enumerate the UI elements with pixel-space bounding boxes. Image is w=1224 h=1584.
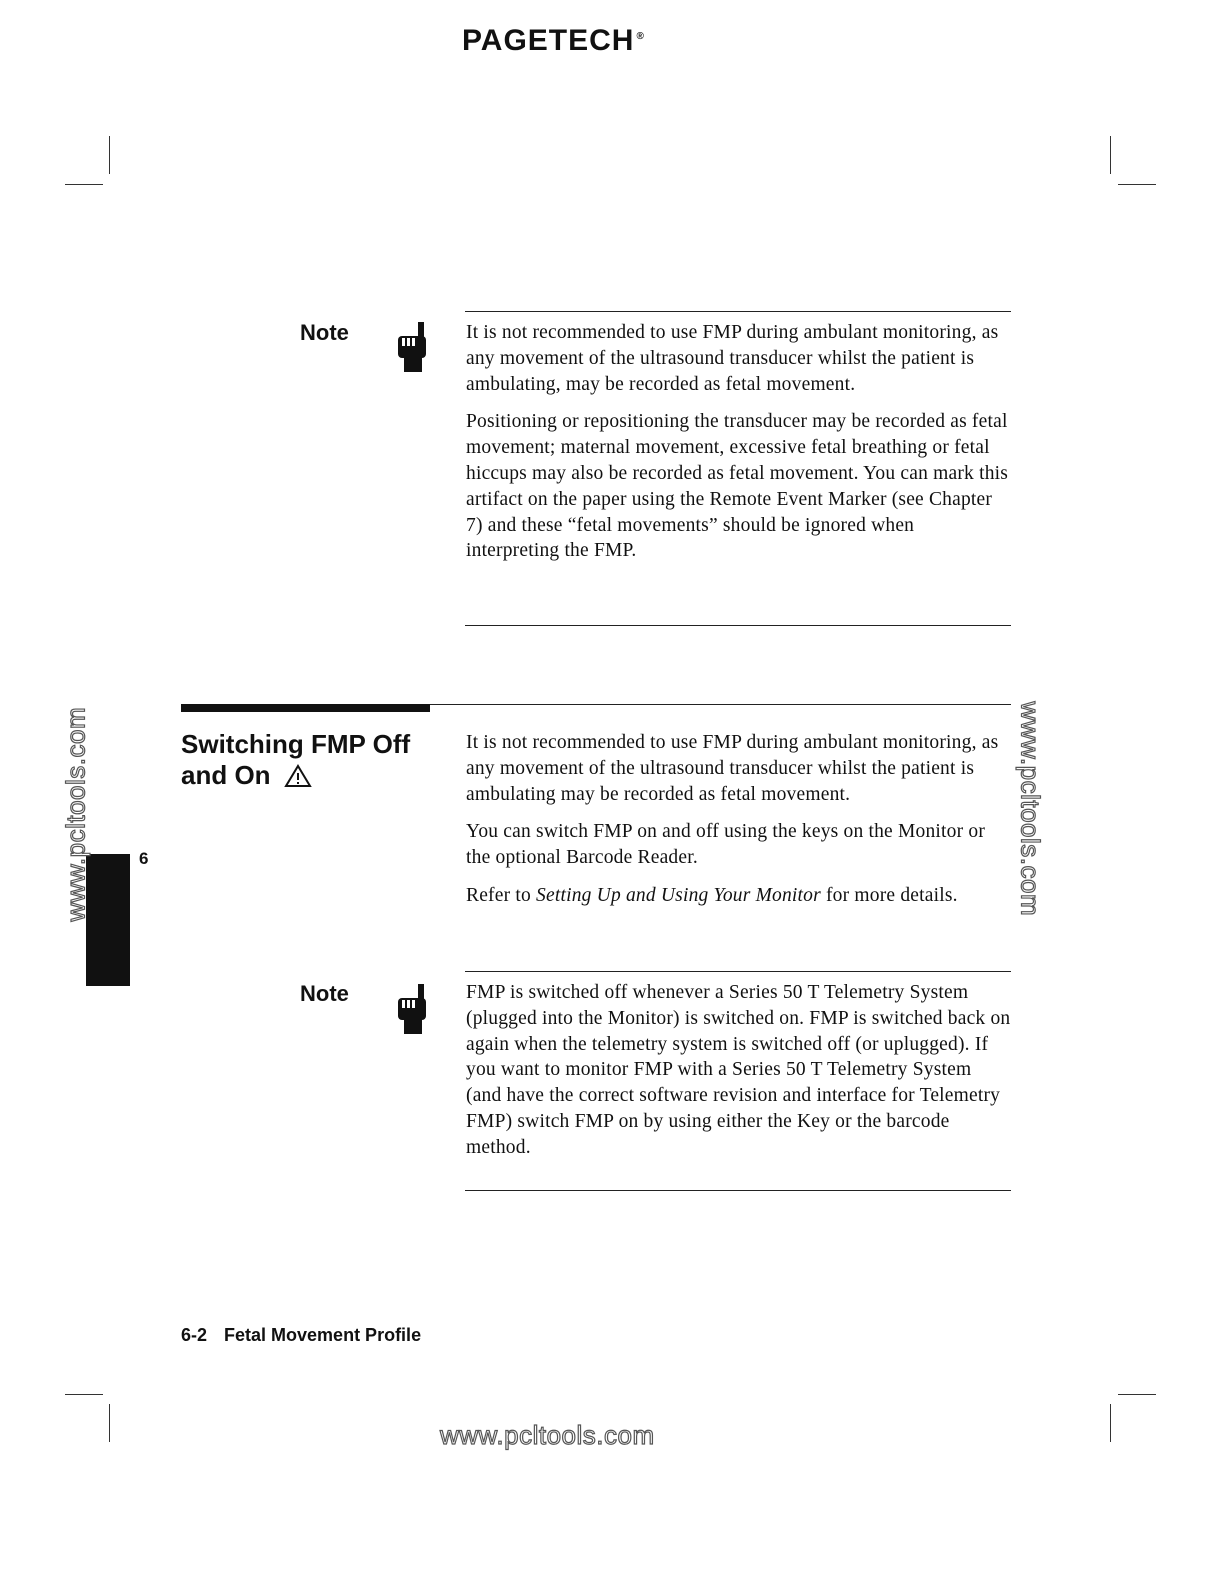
logo-text: PAGETECH — [462, 24, 635, 57]
pointing-hand-icon — [396, 984, 430, 1034]
crop-mark-bottom-right-h — [1118, 1394, 1156, 1395]
warning-triangle-icon — [284, 764, 312, 795]
note-body — [466, 320, 1011, 576]
note-top-rule — [465, 311, 1011, 312]
pointing-hand-icon — [396, 322, 430, 372]
chapter-title: Fetal Movement Profile — [224, 1325, 422, 1345]
crop-mark-top-left-h — [65, 184, 103, 185]
note-paragraph: It is not recommended to use FMP during ambulant monitoring, as any movement of the ultrasound transducer whilst the patient is ambulating, may be recorded as fetal movement. — [466, 322, 999, 395]
note2-top-rule — [465, 971, 1011, 972]
refer-title: Setting Up and Using Your Monitor — [536, 884, 821, 906]
section-body — [466, 730, 1011, 921]
section-title-line1: Switching FMP Off — [181, 729, 411, 759]
section-title-line2-wrap — [181, 760, 451, 795]
refer-prefix: Refer to — [466, 884, 537, 906]
note2-paragraph: FMP is switched off whenever a Series 50 T Telemetry System (plugged into the Monitor) is switched on. FMP is switched back on again when the telemetry system is switched off (or uplugged). If you want to monitor FMP with a Series 50 T Telemetry System (and have the correct software revision and interface for Telemetry FMP) switch FMP on by using either the Key or the barcode method. — [466, 982, 1011, 1158]
crop-mark-top-right-h — [1118, 184, 1156, 185]
section-heading-bar — [181, 704, 430, 712]
note2-body — [466, 980, 1011, 1173]
section-title — [181, 729, 451, 795]
pagetech-logo — [462, 24, 662, 68]
section-rule — [430, 704, 1011, 705]
crop-mark-top-left-v — [109, 136, 110, 174]
registered-mark: ® — [636, 31, 645, 42]
watermark-bottom: www.pcltools.com — [440, 1420, 655, 1450]
note-bottom-rule — [465, 625, 1011, 626]
refer-suffix: for more details. — [820, 884, 958, 906]
chapter-tab — [86, 854, 130, 986]
refer-paragraph — [466, 883, 1011, 909]
crop-mark-bottom-right-v — [1110, 1404, 1111, 1442]
chapter-number: 6 — [139, 849, 149, 868]
crop-mark-bottom-left-v — [109, 1404, 110, 1442]
page-number: 6-2 — [181, 1325, 208, 1345]
crop-mark-bottom-left-h — [65, 1394, 103, 1395]
note-paragraph: Positioning or repositioning the transducer may be recorded as fetal movement; maternal movement, excessive fetal breathing or fetal hiccups may also be recorded as fetal movement. You can mark this artifact on the paper using the Remote Event Marker (see Chapter 7) and these “fetal movements” should be ignored when interpreting the FMP. — [466, 411, 1009, 562]
section-title-line2: and On — [181, 760, 271, 790]
section-paragraph: You can switch FMP on and off using the keys on the Monitor or the optional Barcode Reader. — [466, 821, 986, 869]
crop-mark-top-right-v — [1110, 136, 1111, 174]
note-label: Note — [300, 320, 349, 345]
watermark-left: www.pcltools.com — [60, 706, 91, 922]
watermark-right: www.pcltools.com — [1015, 701, 1046, 917]
note2-label: Note — [300, 981, 349, 1006]
section-paragraph: It is not recommended to use FMP during ambulant monitoring, as any movement of the ultrasound transducer whilst the patient is ambulating may be recorded as fetal movement. — [466, 732, 999, 805]
page-footer — [181, 1325, 421, 1346]
note2-bottom-rule — [465, 1190, 1011, 1191]
